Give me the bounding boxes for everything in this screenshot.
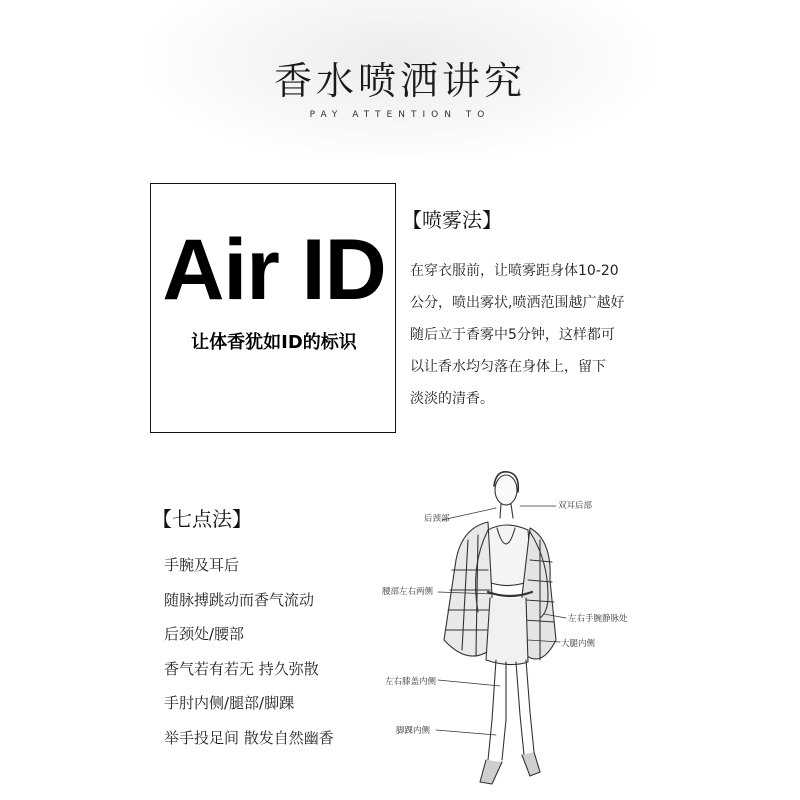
fashion-sketch-figure [370,470,660,800]
list-item: 随脉搏跳动而香气流动 [164,590,315,609]
spray-line: 随后立于香雾中5分钟，这样都可 [410,327,615,343]
label-wrist-veins: 左右手腕静脉处 [568,614,628,624]
list-item: 举手投足间 散发自然幽香 [164,728,334,747]
list-item: 香气若有若无 持久弥散 [164,659,319,678]
label-back-neck: 后颈部 [424,514,450,524]
seven-point-heading: 【七点法】 [152,507,252,531]
label-behind-ears: 双耳后部 [558,501,593,511]
label-inner-thigh: 大腿内侧 [561,639,596,649]
seven-point-list [164,553,334,760]
spray-method-heading: 【喷雾法】 [402,208,502,232]
list-item: 后颈处/腰部 [164,625,245,643]
spray-method-text [410,255,680,415]
spray-line: 淡淡的清香。 [410,391,494,407]
list-item: 手腕及耳后 [164,556,240,574]
page-subtitle: PAY ATTENTION TO [309,110,491,120]
figure-drawing [436,472,566,784]
airid-tagline: 让体香犹如ID的标识 [191,332,357,353]
label-waist-sides: 腰部左右两侧 [382,587,434,597]
spray-line: 以让香水均匀落在身体上，留下 [410,359,606,375]
spray-line: 在穿衣服前，让喷雾距身体10-20 [410,263,619,279]
label-inner-knee: 左右膝盖内侧 [385,677,437,687]
spray-line: 公分，喷出雾状,喷洒范围越广越好 [410,295,625,311]
airid-box [150,183,396,433]
label-inner-ankle: 脚踝内侧 [396,726,431,736]
page-title: 香水喷洒讲究 [273,59,526,103]
airid-title: Air ID [162,222,386,318]
list-item: 手肘内侧/腿部/脚踝 [164,694,295,712]
